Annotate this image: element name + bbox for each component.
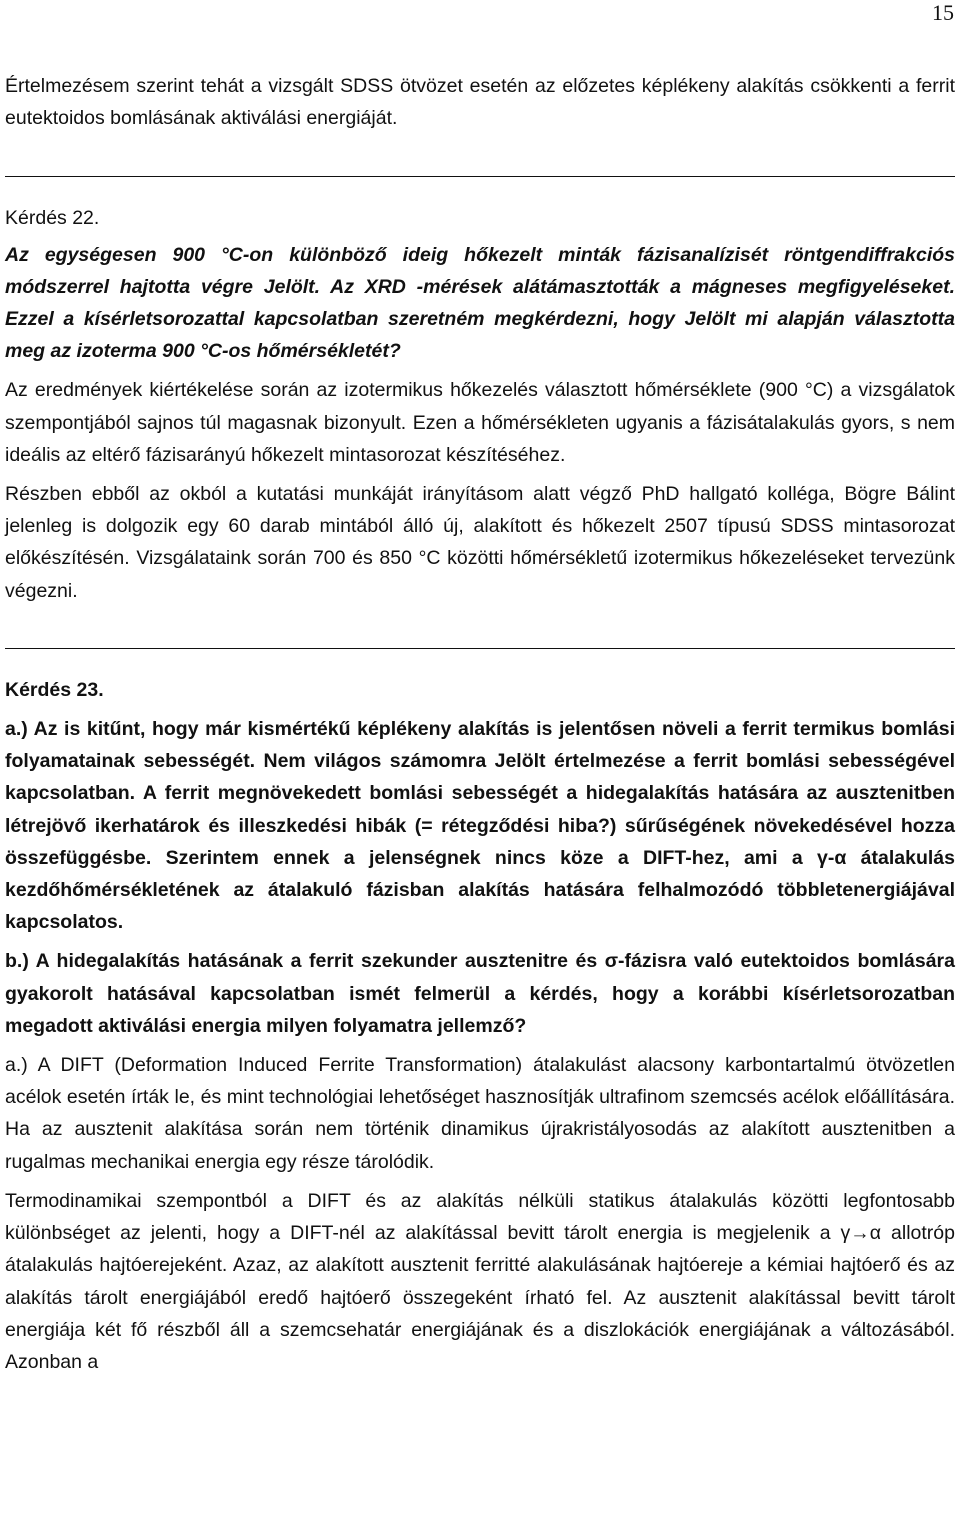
answer-22-paragraph-2: Részben ebből az okból a kutatási munkáját irányításom alatt végző PhD hallgató kolléga, Bögre Bálint jelenleg is dolgozik egy 60 darab mintából álló új, alakított és hőkezelt 2507 típusú SDSS mintasorozat előkészítésén. Vizsgálataink során 700 és 850 °C közötti hőmérsékletű izotermikus hőkezeléseket tervezünk végezni. xyxy=(5,483,955,602)
answer-23-a-paragraph-2: Termodinamikai szempontból a DIFT és az alakítás nélküli statikus átalakulás közötti legfontosabb különbséget az jelenti, hogy a DIFT-nél az alakítással bevitt tárolt energia is megjelenik a γ→α allotróp átalakulás hajtóerejeként. Azaz, az alakított ausztenit ferritté alakulásának hajtóereje a kémiai hajtóerő és az alakítás tárolt energiájából eredő hajtóerő összegeként írható fel. Az ausztenit alakítással bevitt tárolt energiája két fő részből áll a szemcsehatár energiájának és a diszlokációk energiájának a változásából. Azonban a xyxy=(5,1189,955,1373)
question-23-part-b: b.) A hidegalakítás hatásának a ferrit szekunder ausztenitre és σ-fázisra való eutektoidos bomlására gyakorolt hatásával kapcsolatban ismét felmerül a kérdés, hogy a korábbi kísérletsorozatban megadott aktiválási energia milyen folyamatra jellemző? xyxy=(5,950,955,1037)
divider-2 xyxy=(5,648,955,649)
answer-22-paragraph-1: Az eredmények kiértékelése során az izotermikus hőkezelés választott hőmérséklete (900 °C) a vizsgálatok szempontjából sajnos túl magasnak bizonyult. Ezen a hőmérsékleten ugyanis a fázisátalakulás gyors, s nem ideális az eltérő fázisarányú hőkezelt mintasorozat készítéséhez. xyxy=(5,379,955,466)
page-number: 15 xyxy=(932,0,954,25)
question-22-bold-italic: Ezzel a kísérletsorozattal kapcsolatban szeretném megkérdezni, hogy Jelölt mi alapján választotta meg az izoterma 900 °C-os hőmérsékletét? xyxy=(5,308,955,363)
question-22-heading: Kérdés 22. xyxy=(5,207,100,230)
answer-23-a-paragraph-1: a.) A DIFT (Deformation Induced Ferrite Transformation) átalakulást alacsony karbontartalmú ötvözetlen acélok esetén írták le, és mint technológiai lehetőséget hasznosítják ultrafinom szemcsés acélok előállítására. Ha az ausztenit alakítása során nem történik dinamikus újrakristályosodás az alakított ausztenitben a rugalmas mechanikai energia egy része tárolódik. xyxy=(5,1054,955,1173)
document-body xyxy=(5,70,955,1378)
question-23-heading: Kérdés 23. xyxy=(5,678,104,701)
question-23-part-a: a.) Az is kitűnt, hogy már kismértékű képlékeny alakítás is jelentősen növeli a ferrit termikus bomlási folyamatainak sebességét. Nem világos számomra Jelölt értelmezése a ferrit bomlási sebességével kapcsolatban. A ferrit megnövekedett bomlási sebességét a hidegalakítás hatására az ausztenitben létrejövő ikerhatárok és illeszkedési hibák (= rétegződési hiba?) sűrűségének növekedésével hozza összefüggésbe. Szerintem ennek a jelenségnek nincs köze a DIFT-hez, ami a γ-α átalakulás kezdőhőmérsékletének az átalakuló fázisban alakítás hatására felhalmozódó többletenergiájával kapcsolatos. xyxy=(5,718,955,934)
question-22-text xyxy=(5,239,955,368)
divider-1 xyxy=(5,176,955,177)
question-22-italic: Az egységesen 900 °C-on különböző ideig hőkezelt minták fázisanalízisét röntgendiffrakciós módszerrel hajtotta végre Jelölt. Az XRD -mérések alátámasztották a mágneses megfigyeléseket. xyxy=(5,243,955,298)
intro-paragraph: Értelmezésem szerint tehát a vizsgált SDSS ötvözet esetén az előzetes képlékeny alakítás csökkenti a ferrit eutektoidos bomlásának aktiválási energiáját. xyxy=(5,75,955,130)
